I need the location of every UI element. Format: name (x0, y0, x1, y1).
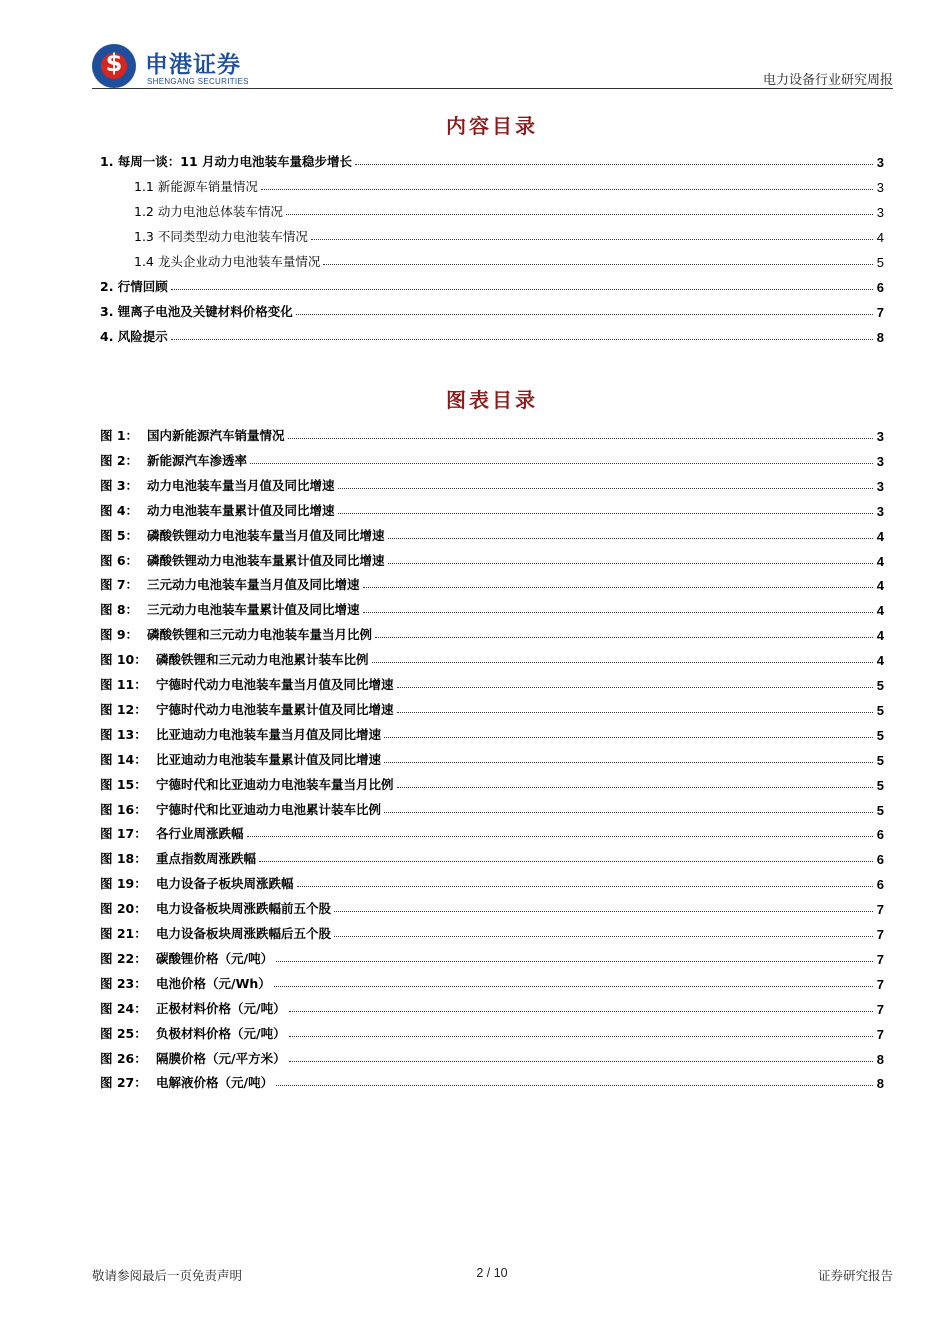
toc-entry-label: 3. 锂离子电池及关键材料价格变化 (100, 304, 293, 319)
figure-entry-label (100, 526, 386, 544)
figure-entry-label (100, 575, 361, 593)
figure-entry-page: 8 (876, 1052, 884, 1067)
dot-leader (372, 661, 873, 663)
figure-title: 负极材料价格（元/吨） (156, 1026, 286, 1041)
figure-entry-page: 7 (876, 1002, 884, 1017)
dot-leader (363, 611, 873, 613)
figure-title: 碳酸锂价格（元/吨） (156, 951, 274, 966)
figure-entry[interactable] (100, 449, 884, 469)
figure-entry-page: 4 (876, 578, 884, 593)
figure-entry-page: 3 (876, 454, 884, 469)
toc-entry[interactable] (100, 300, 884, 320)
figure-title: 各行业周涨跌幅 (156, 826, 244, 841)
figure-entry-label (100, 675, 395, 693)
toc-entry-page: 3 (876, 155, 884, 170)
figure-number: 图 18： (100, 851, 147, 866)
figure-title: 磷酸铁锂动力电池装车量累计值及同比增速 (147, 553, 385, 568)
toc-entry-label: 2. 行情回顾 (100, 279, 168, 294)
figure-entry-page: 5 (876, 728, 884, 743)
figure-number: 图 22： (100, 951, 147, 966)
figure-number: 图 25： (100, 1026, 147, 1041)
figure-entry[interactable] (100, 499, 884, 519)
figure-entry-label (100, 750, 382, 768)
figure-entry-label (100, 1073, 274, 1091)
dot-leader (334, 910, 873, 912)
figure-title: 动力电池装车量累计值及同比增速 (147, 503, 335, 518)
dot-leader (250, 462, 873, 464)
toc-entry-page: 4 (876, 230, 884, 245)
toc-entry-label: 1. 每周一谈：11 月动力电池装车量稳步增长 (100, 154, 353, 169)
figure-number: 图 12： (100, 702, 147, 717)
figure-entry[interactable] (100, 922, 884, 942)
figure-entry[interactable] (100, 573, 884, 593)
figure-entry[interactable] (100, 623, 884, 643)
figure-number: 图 20： (100, 901, 147, 916)
figure-title: 国内新能源汽车销量情况 (147, 428, 285, 443)
figure-entry-page: 6 (876, 827, 884, 842)
figure-entry[interactable] (100, 1071, 884, 1091)
figure-title: 新能源汽车渗透率 (147, 453, 248, 468)
figure-entry[interactable] (100, 549, 884, 569)
figure-entry-page: 7 (876, 977, 884, 992)
figure-number: 图 15： (100, 777, 147, 792)
company-logo (92, 44, 252, 90)
figure-entry-page: 7 (876, 952, 884, 967)
figure-title: 磷酸铁锂和三元动力电池装车量当月比例 (147, 627, 373, 642)
figure-title: 电力设备子板块周涨跌幅 (156, 876, 294, 891)
figure-number: 图 2： (100, 453, 139, 468)
figure-title: 比亚迪动力电池装车量当月值及同比增速 (156, 727, 382, 742)
figure-entry[interactable] (100, 673, 884, 693)
toc-entry-page: 8 (876, 330, 884, 345)
figure-entry-label (100, 800, 382, 818)
dot-leader (261, 188, 873, 190)
figure-entry-page: 4 (876, 628, 884, 643)
dot-leader (289, 1035, 873, 1037)
figure-number: 图 9： (100, 627, 139, 642)
dot-leader (397, 711, 873, 713)
toc-entry-page: 3 (876, 205, 884, 220)
disclaimer-note: 敬请参阅最后一页免责声明 (92, 1268, 243, 1283)
figure-number: 图 27： (100, 1075, 147, 1090)
figure-entry-label (100, 899, 332, 917)
figure-entry[interactable] (100, 1047, 884, 1067)
figure-title: 宁德时代动力电池装车量当月值及同比增速 (156, 677, 394, 692)
figure-entry-label (100, 426, 286, 444)
toc-entry[interactable] (100, 325, 884, 345)
figure-entry[interactable] (100, 474, 884, 494)
dot-leader (375, 636, 873, 638)
dot-leader (338, 487, 873, 489)
figure-entry[interactable] (100, 822, 884, 842)
figure-entry-page: 4 (876, 529, 884, 544)
contents-title: 内容目录 (446, 114, 538, 138)
figure-number: 图 6： (100, 553, 139, 568)
figure-entry-label (100, 949, 274, 967)
figure-title: 电解液价格（元/吨） (156, 1075, 274, 1090)
figure-entry[interactable] (100, 847, 884, 867)
figure-entry[interactable] (100, 798, 884, 818)
figure-title: 隔膜价格（元/平方米） (156, 1051, 286, 1066)
dot-leader (296, 313, 873, 315)
figure-number: 图 16： (100, 802, 147, 817)
figure-number: 图 17： (100, 826, 147, 841)
figure-title: 三元动力电池装车量累计值及同比增速 (147, 602, 360, 617)
figure-entry[interactable] (100, 698, 884, 718)
figure-title: 动力电池装车量当月值及同比增速 (147, 478, 335, 493)
toc-entry-label: 4. 风险提示 (100, 329, 168, 344)
figure-entry[interactable] (100, 773, 884, 793)
toc-entry[interactable] (134, 225, 884, 245)
dot-leader (384, 811, 873, 813)
toc-entry-page: 6 (876, 280, 884, 295)
figure-number: 图 23： (100, 976, 147, 991)
figure-title: 磷酸铁锂和三元动力电池累计装车比例 (156, 652, 369, 667)
dot-leader (384, 761, 873, 763)
figure-entry[interactable] (100, 972, 884, 992)
figure-title: 电池价格（元/Wh） (156, 976, 271, 991)
figure-title: 宁德时代和比亚迪动力电池装车量当月比例 (156, 777, 394, 792)
figure-title: 宁德时代和比亚迪动力电池累计装车比例 (156, 802, 382, 817)
toc-entry[interactable] (134, 175, 884, 195)
figure-entry-page: 4 (876, 653, 884, 668)
dot-leader (388, 562, 873, 564)
figure-entry-page: 5 (876, 678, 884, 693)
figure-entry-page: 5 (876, 778, 884, 793)
figure-number: 图 8： (100, 602, 139, 617)
figure-entry[interactable] (100, 872, 884, 892)
toc-entry-page: 3 (876, 180, 884, 195)
figure-number: 图 26： (100, 1051, 147, 1066)
dot-leader (388, 537, 873, 539)
dot-leader (355, 163, 873, 165)
figure-number: 图 13： (100, 727, 147, 742)
figure-entry[interactable] (100, 748, 884, 768)
page-header (0, 0, 950, 92)
figure-entry-page: 6 (876, 877, 884, 892)
dot-leader (274, 985, 873, 987)
figure-entry-page: 3 (876, 504, 884, 519)
dot-leader (288, 437, 873, 439)
figure-entry-label (100, 775, 395, 793)
dot-leader (297, 885, 873, 887)
figure-entry-label (100, 999, 287, 1017)
figure-entry[interactable] (100, 648, 884, 668)
figure-entry-page: 6 (876, 852, 884, 867)
toc-entry-page: 5 (876, 255, 884, 270)
figure-entry-label (100, 849, 257, 867)
toc-entry-label: 1.4 龙头企业动力电池装车量情况 (134, 254, 321, 269)
figure-entry[interactable] (100, 947, 884, 967)
figure-number: 图 7： (100, 577, 139, 592)
figure-entry-label (100, 725, 382, 743)
figure-entry-label (100, 1024, 287, 1042)
figure-entry[interactable] (100, 1022, 884, 1042)
dot-leader (323, 263, 872, 265)
figure-entry-page: 7 (876, 1027, 884, 1042)
toc-entry[interactable] (100, 150, 884, 170)
figure-entry-label (100, 874, 295, 892)
logo-name-cn: 申港证券 (145, 52, 241, 78)
figure-title: 磷酸铁锂动力电池装车量当月值及同比增速 (147, 528, 385, 543)
dot-leader (397, 786, 873, 788)
figure-entry[interactable] (100, 598, 884, 618)
logo-name-en: SHENGANG SECURITIES (147, 77, 249, 86)
figures-title: 图表目录 (446, 388, 538, 412)
dot-leader (286, 213, 873, 215)
figure-entry-page: 3 (876, 429, 884, 444)
figure-entry[interactable] (100, 524, 884, 544)
figure-entry[interactable] (100, 723, 884, 743)
figure-number: 图 11： (100, 677, 147, 692)
figure-title: 比亚迪动力电池装车量累计值及同比增速 (156, 752, 382, 767)
figure-entry[interactable] (100, 424, 884, 444)
figure-entry[interactable] (100, 997, 884, 1017)
figure-entry-page: 8 (876, 1076, 884, 1091)
toc-entry-page: 7 (876, 305, 884, 320)
figure-entry-label (100, 625, 373, 643)
toc-entry-label: 1.3 不同类型动力电池装车情况 (134, 229, 308, 244)
dot-leader (338, 512, 873, 514)
dot-leader (363, 586, 873, 588)
figure-number: 图 1： (100, 428, 139, 443)
toc-entry-label: 1.1 新能源车销量情况 (134, 179, 258, 194)
figure-entry-label (100, 924, 332, 942)
figure-number: 图 24： (100, 1001, 147, 1016)
figure-title: 重点指数周涨跌幅 (156, 851, 257, 866)
figure-entry-page: 4 (876, 603, 884, 618)
figure-entry-page: 3 (876, 479, 884, 494)
figure-entry-label (100, 650, 370, 668)
dot-leader (384, 736, 873, 738)
figure-entry-page: 4 (876, 554, 884, 569)
figure-entry-label (100, 700, 395, 718)
figure-title: 电力设备板块周涨跌幅后五个股 (156, 926, 332, 941)
toc-entry[interactable] (100, 275, 884, 295)
logo-emblem-icon: $ (92, 44, 136, 88)
toc-entry-label: 1.2 动力电池总体装车情况 (134, 204, 283, 219)
figure-number: 图 3： (100, 478, 139, 493)
figure-entry-page: 5 (876, 703, 884, 718)
dot-leader (289, 1010, 873, 1012)
figure-entry-label (100, 476, 336, 494)
figure-entry-label (100, 974, 272, 992)
figure-title: 三元动力电池装车量当月值及同比增速 (147, 577, 360, 592)
header-divider (92, 88, 893, 89)
dot-leader (259, 860, 873, 862)
figure-entry-label (100, 824, 245, 842)
figure-entry-label (100, 451, 248, 469)
figure-entry[interactable] (100, 897, 884, 917)
toc-entry[interactable] (134, 250, 884, 270)
dot-leader (311, 238, 873, 240)
dot-leader (247, 835, 873, 837)
figure-number: 图 19： (100, 876, 147, 891)
figure-entry-page: 7 (876, 927, 884, 942)
dot-leader (289, 1060, 873, 1062)
figure-entry-label (100, 551, 386, 569)
toc-entry[interactable] (134, 200, 884, 220)
page-number: 2 / 10 (476, 1266, 508, 1280)
dot-leader (171, 338, 873, 340)
figure-entry-page: 7 (876, 902, 884, 917)
figure-entry-page: 5 (876, 803, 884, 818)
dot-leader (397, 686, 873, 688)
figure-number: 图 21： (100, 926, 147, 941)
figure-number: 图 14： (100, 752, 147, 767)
dot-leader (171, 288, 873, 290)
figure-number: 图 4： (100, 503, 139, 518)
figure-entry-page: 5 (876, 753, 884, 768)
figure-entry-label (100, 600, 361, 618)
dot-leader (276, 960, 873, 962)
figure-entry-label (100, 501, 336, 519)
doc-type: 证券研究报告 (817, 1268, 893, 1283)
dot-leader (334, 935, 873, 937)
dot-leader (276, 1084, 873, 1086)
figure-entry-label (100, 1049, 287, 1067)
figure-title: 宁德时代动力电池装车量累计值及同比增速 (156, 702, 394, 717)
figure-number: 图 10： (100, 652, 147, 667)
report-type: 电力设备行业研究周报 (762, 73, 893, 88)
figure-number: 图 5： (100, 528, 139, 543)
figure-title: 电力设备板块周涨跌幅前五个股 (156, 901, 332, 916)
figure-title: 正极材料价格（元/吨） (156, 1001, 286, 1016)
